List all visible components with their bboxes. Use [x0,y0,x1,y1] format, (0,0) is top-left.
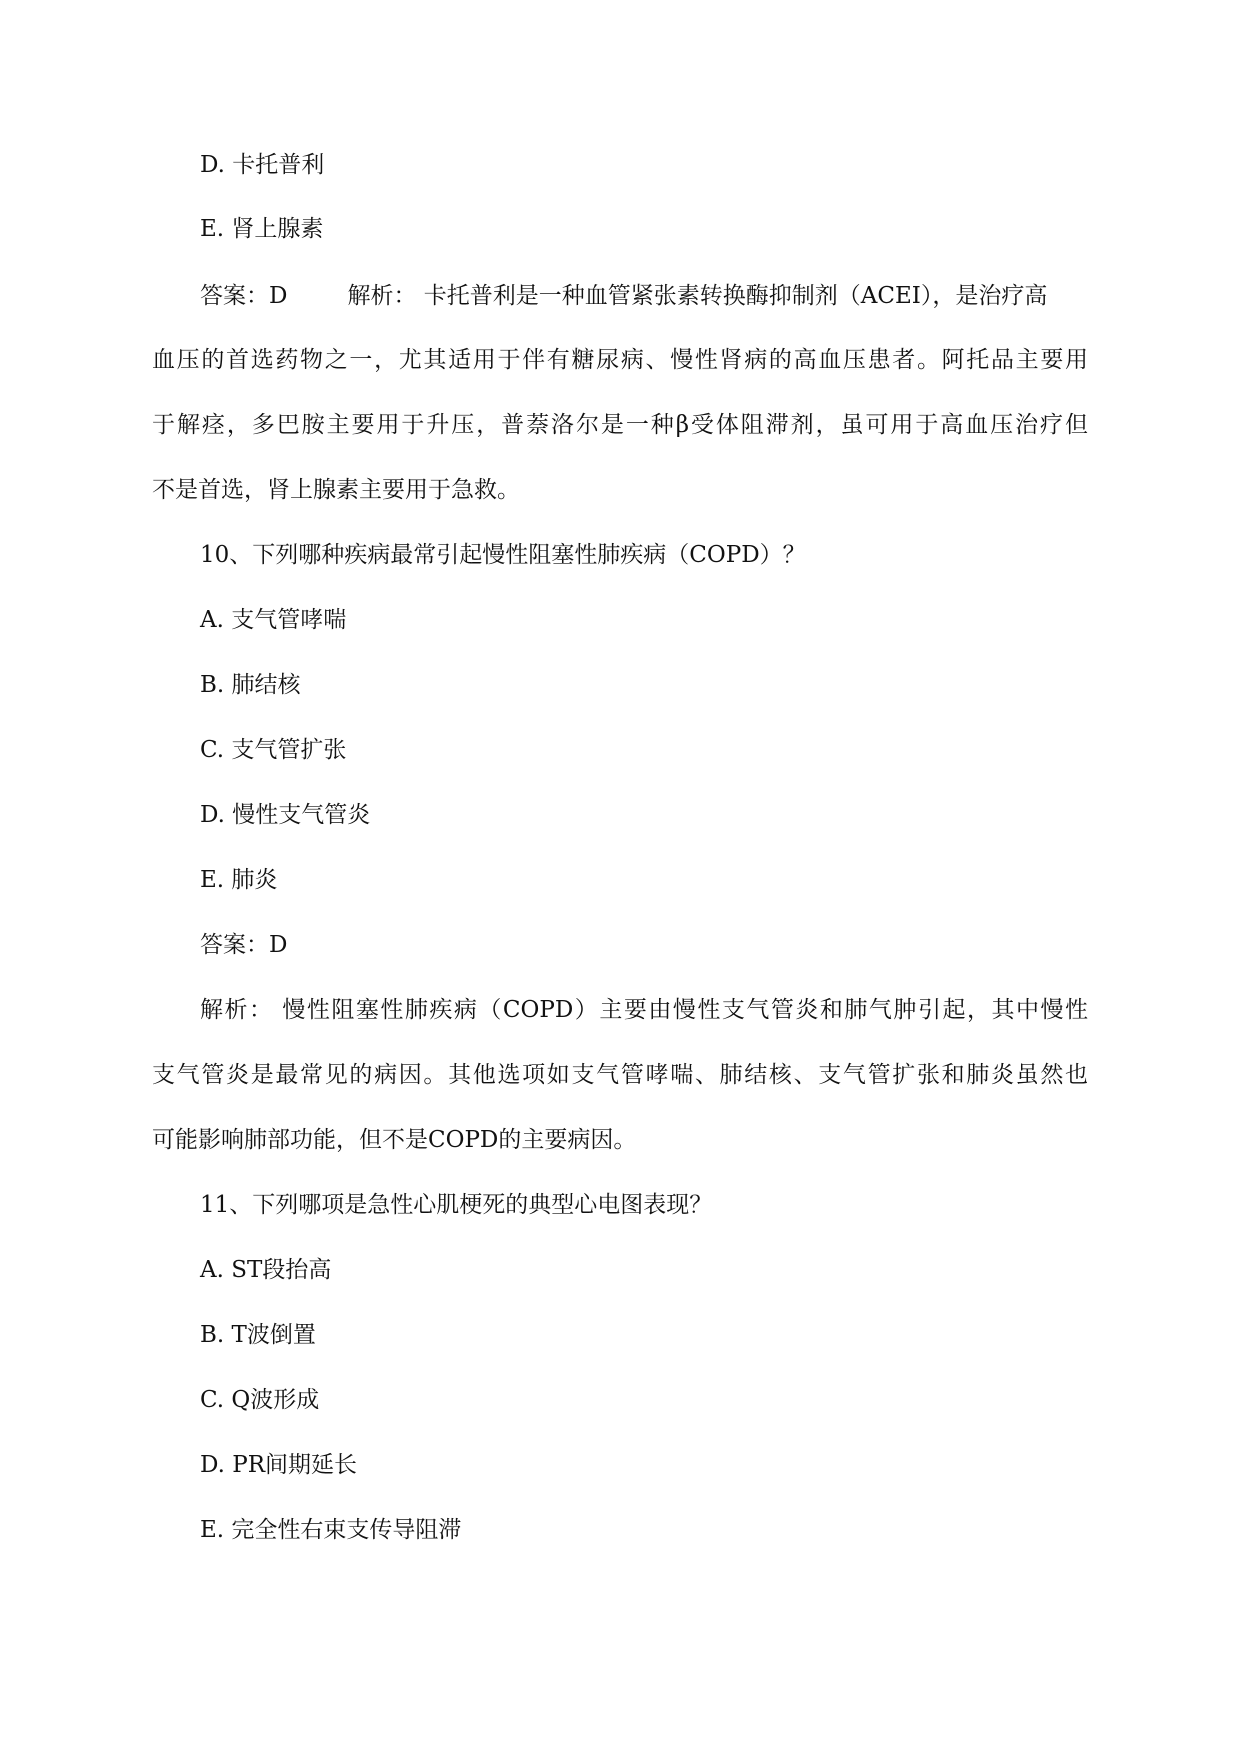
q10-option-e: E. 肺炎 [200,867,278,893]
q9-answer-line [200,281,1047,311]
q10-analysis-line-1: 解析： 慢性阻塞性肺疾病（COPD）主要由慢性支气管炎和肺气肿引起，其中慢性 [200,997,1088,1023]
q10-analysis-line-3: 可能影响肺部功能，但不是COPD的主要病因。 [152,1127,637,1153]
q10-analysis-line-2: 支气管炎是最常见的病因。其他选项如支气管哮喘、肺结核、支气管扩张和肺炎虽然也 [152,1062,1088,1088]
q10-answer: 答案：D [200,932,288,958]
q11-question: 11、下列哪项是急性心肌梗死的典型心电图表现？ [200,1192,713,1218]
q9-answer: 答案：D [200,283,288,309]
q9-option-d: D. 卡托普利 [200,152,325,178]
q11-option-a: A. ST段抬高 [200,1257,332,1283]
q9-analysis-line-2: 血压的首选药物之一，尤其适用于伴有糖尿病、慢性肾病的高血压患者。阿托品主要用 [152,347,1088,373]
q11-option-b: B. T波倒置 [200,1322,316,1348]
q11-option-e: E. 完全性右束支传导阻滞 [200,1517,462,1543]
q10-option-c: C. 支气管扩张 [200,737,347,763]
q11-option-c: C. Q波形成 [200,1387,320,1413]
q10-option-d: D. 慢性支气管炎 [200,802,371,828]
q11-option-d: D. PR间期延长 [200,1452,358,1478]
q9-analysis-line-4: 不是首选，肾上腺素主要用于急救。 [152,477,520,503]
q10-option-b: B. 肺结核 [200,672,301,698]
q9-analysis-line-1: 解析： 卡托普利是一种血管紧张素转换酶抑制剂（ACEI），是治疗高 [347,283,1048,309]
q9-analysis-line-3: 于解痉，多巴胺主要用于升压，普萘洛尔是一种β受体阻滞剂，虽可用于高血压治疗但 [152,412,1088,438]
q9-option-e: E. 肾上腺素 [200,216,324,242]
q10-option-a: A. 支气管哮喘 [200,607,347,633]
q10-question: 10、下列哪种疾病最常引起慢性阻塞性肺疾病（COPD）？ [200,542,806,568]
